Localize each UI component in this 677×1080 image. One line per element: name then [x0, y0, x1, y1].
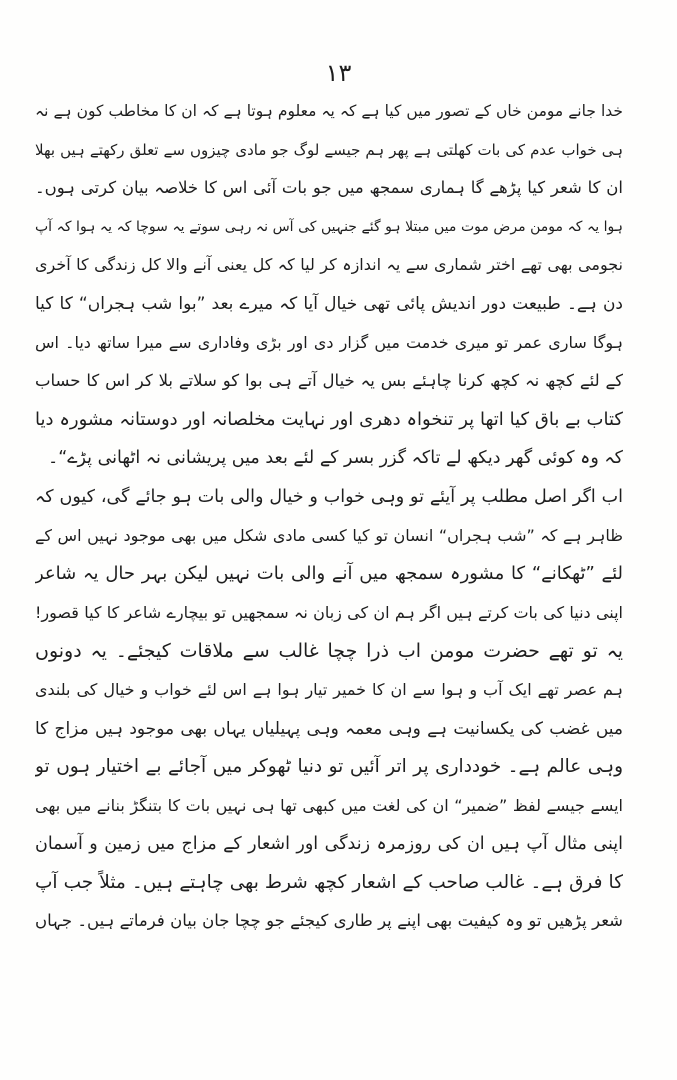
text-line-4: ہوا یہ کہ مومن مرض موت میں مبتلا ہو گئے جنہیں کی آس نہ رہی سوتے یہ سوچا کہ یہ ہوا کہ آپ — [35, 218, 623, 235]
text-line-7: ہوگا ساری عمر تو میری خدمت میں گزار دی اور بڑی وفاداری سے میرا ساتھ دیا۔ اس — [35, 332, 623, 352]
text-line-10: کہ وہ کوئی گھر دیکھ لے تاکہ گزر بسر کے لئے بعد میں پریشانی نہ اٹھانی پڑے“۔ — [47, 448, 623, 469]
text-line-18: وہی عالم ہے۔ خودداری پر اتر آئیں تو دنیا ٹھوکر میں آجائے بے اختیار ہوں تو — [35, 756, 623, 778]
text-line-20: اپنی مثال آپ ہیں ان کی روزمرہ زندگی اور اشعار کے مزاج میں زمین و آسمان — [35, 834, 623, 855]
text-line-6: دن ہے۔ طبیعت دور اندیش پائی تھی خیال آیا کہ میرے بعد ”بوا شب ہجراں“ کا کیا — [35, 293, 623, 314]
text-line-2: ہی خواب عدم کی بات کھلتی ہے پھر ہم جیسے لوگ جو مادی چیزوں سے تعلق رکھتے ہیں بھلا — [35, 140, 623, 159]
text-line-9: کتاب بے باق کیا اتھا پر تنخواہ دھری اور نہایت مخلصانہ اور دوستانہ مشورہ دیا — [35, 408, 623, 430]
text-line-5: نجومی بھی تھے اختر شماری سے یہ اندازہ کر لیا کہ کل یعنی آنے والا کل زندگی کا آخری — [35, 255, 623, 275]
text-line-22: شعر پڑھیں تو وہ کیفیت بھی اپنے پر طاری کیجئے جو چچا جان بیان فرماتے ہیں۔ جہاں — [35, 911, 623, 931]
text-line-12: ظاہر ہے کہ ”شب ہجراں“ انسان تو کیا کسی مادی شکل میں بھی موجود نہیں اس کے — [35, 525, 623, 545]
text-line-8: کے لئے کچھ نہ کچھ کرنا چاہئے بس یہ خیال آتے ہی بوا کو سلاتے بلا کر اس کا حساب — [35, 371, 623, 391]
urdu-text-body — [35, 92, 623, 941]
text-line-21: کا فرق ہے۔ غالب صاحب کے اشعار کچھ شرط بھی چاہتے ہیں۔ مثلاً جب آپ — [35, 871, 623, 893]
text-line-16: ہم عصر تھے ایک آب و ہوا سے ان کا خمیر تیار ہوا ہے اس لئے خواب و خیال کی بلندی — [35, 679, 623, 699]
text-line-11: اب اگر اصل مطلب پر آیئے تو وہی خواب و خیال والی بات ہو جائے گی، کیوں کہ — [35, 486, 623, 507]
page-number: ۱۳ — [325, 59, 352, 87]
text-line-14: اپنی دنیا کی بات کرتے ہیں اگر ہم ان کی زبان نہ سمجھیں تو بیچارے شاعر کا کیا قصور! — [35, 602, 623, 622]
text-line-15: یہ تو تھے حضرت مومن اب ذرا چچا غالب سے ملاقات کیجئے۔ یہ دونوں — [35, 640, 623, 663]
text-line-1: خدا جانے مومن خاں کے تصور میں کیا ہے کہ یہ معلوم ہوتا ہے کہ ان کا مخاطب کون ہے نہ — [35, 102, 623, 120]
text-line-19: ایسے جیسے لفظ ”ضمیر“ ان کی لغت میں کبھی تھا ہی نہیں بات کا بتنگڑ بنانے میں بھی — [35, 795, 623, 815]
text-line-3: ان کا شعر کیا پڑھے گا ہماری سمجھ میں جو بات آئی اس کا خلاصہ بیان کرتی ہوں۔ — [35, 178, 623, 198]
text-line-13: لئے ”ٹھکانے“ کا مشورہ سمجھ میں آنے والی بات نہیں لیکن بہر حال یہ شاعر — [35, 563, 623, 585]
text-line-17: میں غضب کی یکسانیت ہے وہی معمہ وہی پہیلیاں یہاں بھی موجود ہیں مزاج کا — [35, 718, 623, 739]
